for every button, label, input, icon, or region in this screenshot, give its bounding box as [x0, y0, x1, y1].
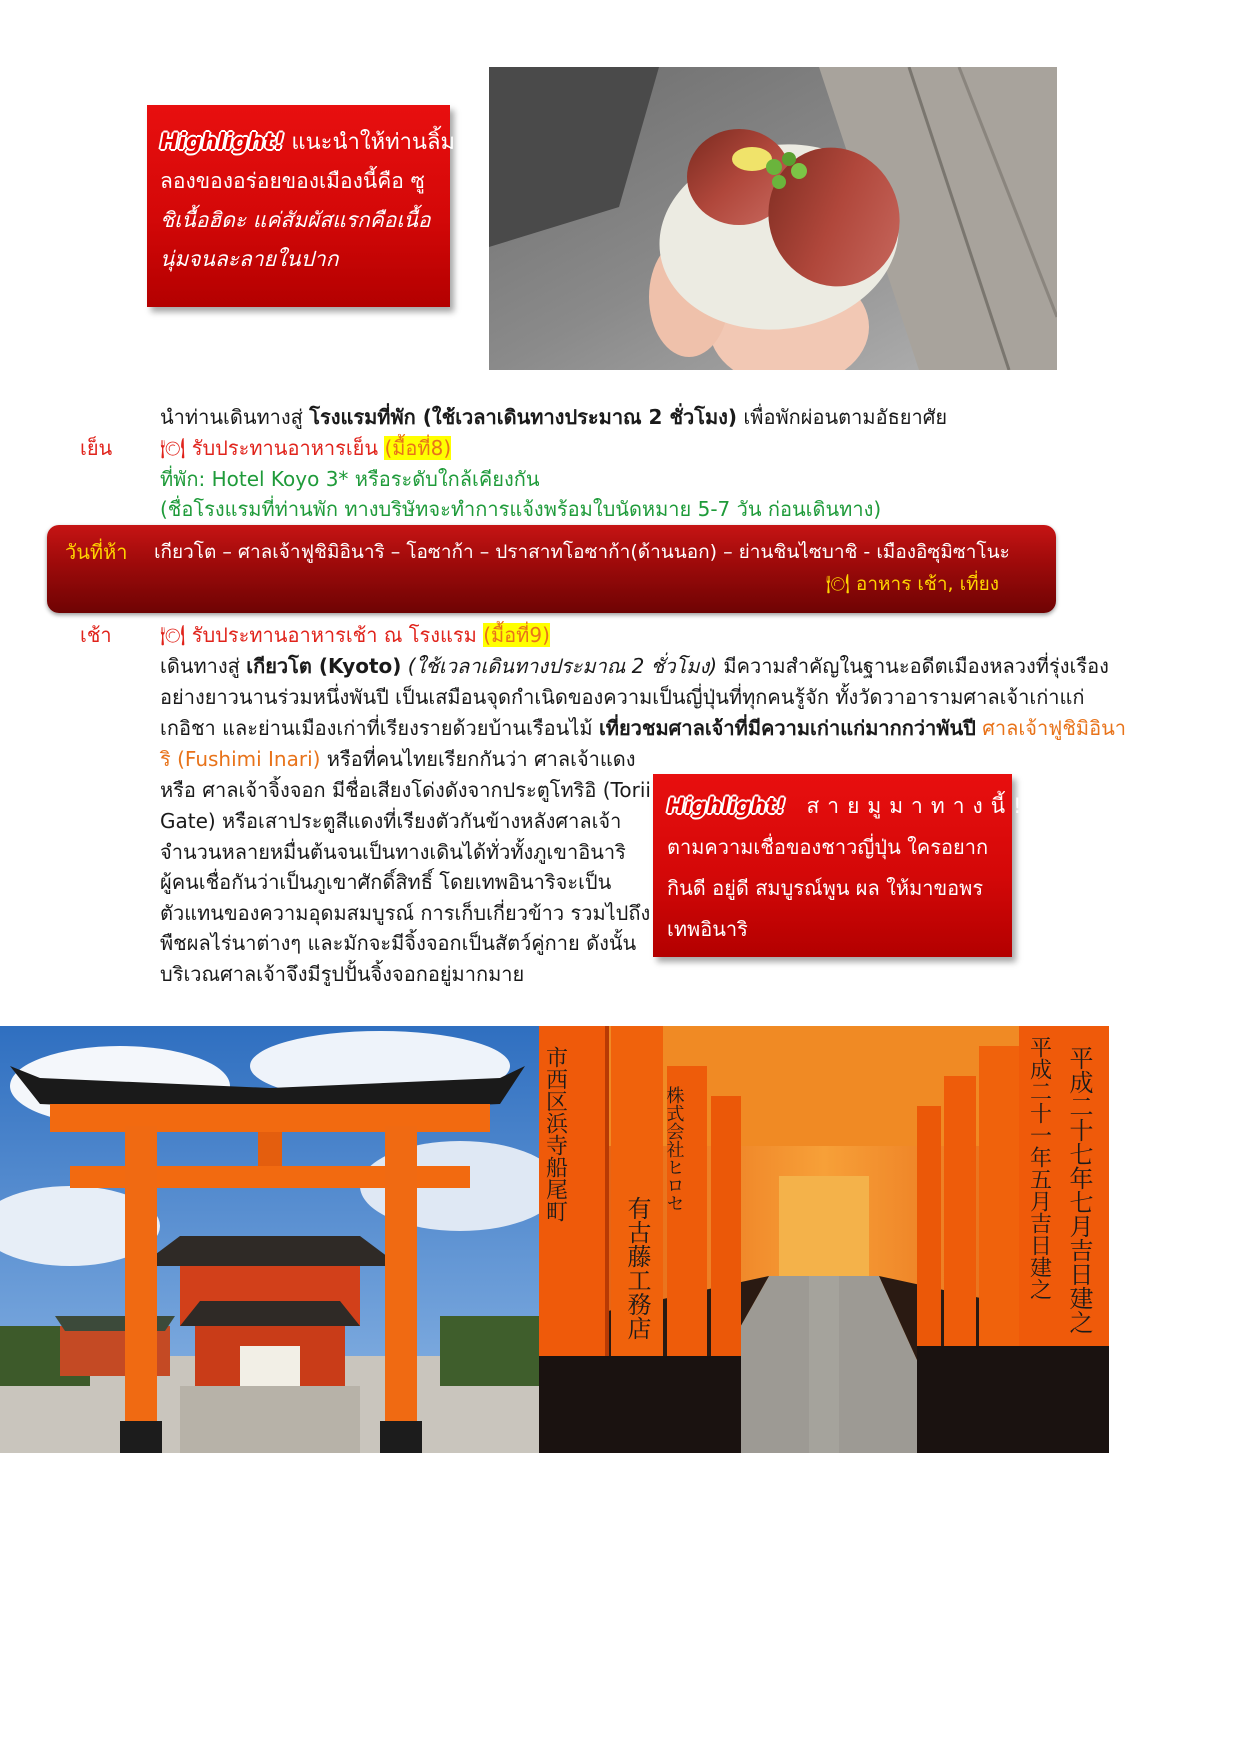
kyoto-name: เกียวโต (Kyoto) — [246, 654, 402, 678]
meal-icon: 🍽 — [160, 623, 186, 647]
hotel-line: ที่พัก: Hotel Koyo 3* หรือระดับใกล้เคียงกัน — [160, 467, 540, 491]
shrine-name: ศาลเจ้าฟูชิมิอินา — [975, 716, 1126, 740]
day-five-banner — [47, 525, 1056, 613]
paragraph-line — [160, 711, 1126, 745]
meal-number: (มื้อที่9) — [483, 623, 550, 647]
torii-gate-image — [0, 1026, 539, 1453]
wagyu-sushi-photo — [489, 67, 1057, 370]
shrine-highlight: เที่ยวชมศาลเจ้าที่มีความเก่าแก่มากกว่าพันปี — [598, 716, 976, 740]
day-meals — [826, 569, 999, 599]
day-label: วันที่ห้า — [65, 540, 128, 564]
highlight-text: นุ่มจนละลายในปาก — [160, 247, 339, 271]
highlight-box-inari — [653, 774, 1030, 957]
travel-time: (ใช้เวลาเดินทางประมาณ 2 ชั่วโมง) — [401, 654, 718, 678]
text: เดินทางสู่ — [160, 654, 247, 678]
highlight-tag: Highlight! — [160, 130, 285, 155]
paragraph-line: บริเวณศาลเจ้าจึงมีรูปปั้นจิ้งจอกอยู่มากมาย — [160, 962, 525, 986]
torii-inscription: 市西区浜寺船尾町 — [542, 1046, 568, 1222]
hotel-travel-time: โรงแรมที่พัก (ใช้เวลาเดินทางประมาณ 2 ชั่วโมง) — [309, 405, 738, 429]
text: มีความสำคัญในฐานะอดีตเมืองหลวงที่รุ่งเรือง — [717, 654, 1109, 678]
hotel-note: (ชื่อโรงแรมที่ท่านพัก ทางบริษัทจะทำการแจ้งพร้อมใบนัดหมาย 5-7 วัน ก่อนเดินทาง) — [160, 497, 882, 521]
meal-text: รับประทานอาหารเช้า ณ โรงแรม — [185, 623, 484, 647]
torii-inscription: 平成二十一年五月吉日建之 — [1026, 1036, 1052, 1300]
paragraph-line — [160, 742, 636, 776]
highlight-text: ตามความเชื่อของชาวญี่ปุ่น ใครอยาก — [667, 835, 989, 859]
highlight-text: สายมูมาทางนี้! — [806, 794, 1030, 818]
dinner-line — [160, 431, 451, 465]
meal-icon: 🍽 — [160, 436, 186, 460]
breakfast-line — [160, 618, 550, 652]
paragraph-line: จำนวนหลายหมื่นต้นจนเป็นทางเดินได้ทั่วทั้งภูเขาอินาริ — [160, 840, 626, 864]
shrine-name: ริ (Fushimi Inari) — [160, 747, 321, 771]
paragraph-line: ตัวแทนของความอุดมสมบูรณ์ การเก็บเกี่ยวข้าว รวมไปถึง — [160, 901, 651, 925]
torii-tunnel-image — [539, 1026, 1109, 1453]
text: เกอิชา และย่านเมืองเก่าที่เรียงรายด้วยบ้านเรือนไม้ — [160, 716, 599, 740]
highlight-box-food — [147, 105, 455, 307]
meal-icon: 🍽 — [825, 573, 850, 595]
highlight-text: ลองของอร่อยของเมืองนี้คือ ซู — [160, 169, 425, 193]
highlight-text: กินดี อยู่ดี สมบูรณ์พูน ผล ให้มาขอพร — [667, 876, 984, 900]
paragraph-line: Gate) หรือเสาประตูสีแดงที่เรียงตัวกันข้างหลังศาลเจ้า — [160, 809, 622, 833]
day-route: เกียวโต – ศาลเจ้าฟูชิมิอินาริ – โอซาก้า – ปราสาทโอซาก้า(ด้านนอก) – ย่านชินไซบาชิ - เมืองอิซุมิซาโนะ — [154, 541, 1010, 563]
meal-number: (มื้อที่8) — [384, 436, 452, 460]
meal-text: รับประทานอาหารเย็น — [185, 436, 385, 460]
paragraph-line: หรือ ศาลเจ้าจิ้งจอก มีชื่อเสียงโด่งดังจากประตูโทริอิ (Torii — [160, 778, 651, 802]
highlight-text: เทพอินาริ — [667, 917, 748, 941]
torii-inscription: 平成二十七年七月吉日建之 — [1065, 1046, 1093, 1334]
paragraph-line: ผู้คนเชื่อกันว่าเป็นภูเขาศักดิ์สิทธิ์ โดยเทพอินาริจะเป็น — [160, 870, 612, 894]
highlight-tag: Highlight! — [667, 794, 786, 818]
highlight-text: แนะนำให้ท่านลิ้ม — [291, 130, 455, 155]
torii-inscription: 株式会社ヒロセ — [663, 1086, 685, 1212]
torii-inscription: 有古藤工務店 — [623, 1196, 651, 1340]
meals-text: อาหาร เช้า, เที่ยง — [849, 573, 999, 595]
text: เพื่อพักผ่อนตามอัธยาศัย — [737, 405, 948, 429]
text: นำท่านเดินทางสู่ — [160, 405, 310, 429]
text: หรือที่คนไทยเรียกกันว่า ศาลเจ้าแดง — [320, 747, 636, 771]
evening-label: เย็น — [80, 436, 113, 460]
evening-intro — [160, 400, 947, 434]
wagyu-sushi-image — [489, 67, 1057, 370]
fushimi-inari-gate-photo — [0, 1026, 539, 1453]
paragraph-line: อย่างยาวนานร่วมหนึ่งพันปี เป็นเสมือนจุดกำเนิดของความเป็นญี่ปุ่นที่ทุกคนรู้จัก ทั้งวัดวาอารามศาลเจ้าเก่าแก่ — [160, 685, 1085, 709]
morning-label: เช้า — [80, 623, 112, 647]
senbon-torii-photo — [539, 1026, 1109, 1453]
paragraph-line — [160, 649, 1109, 683]
highlight-text: ชิเนื้อฮิดะ แค่สัมผัสแรกคือเนื้อ — [160, 208, 431, 232]
paragraph-line: พืชผลไร่นาต่างๆ และมักจะมีจิ้งจอกเป็นสัตว์คู่กาย ดังนั้น — [160, 931, 637, 955]
